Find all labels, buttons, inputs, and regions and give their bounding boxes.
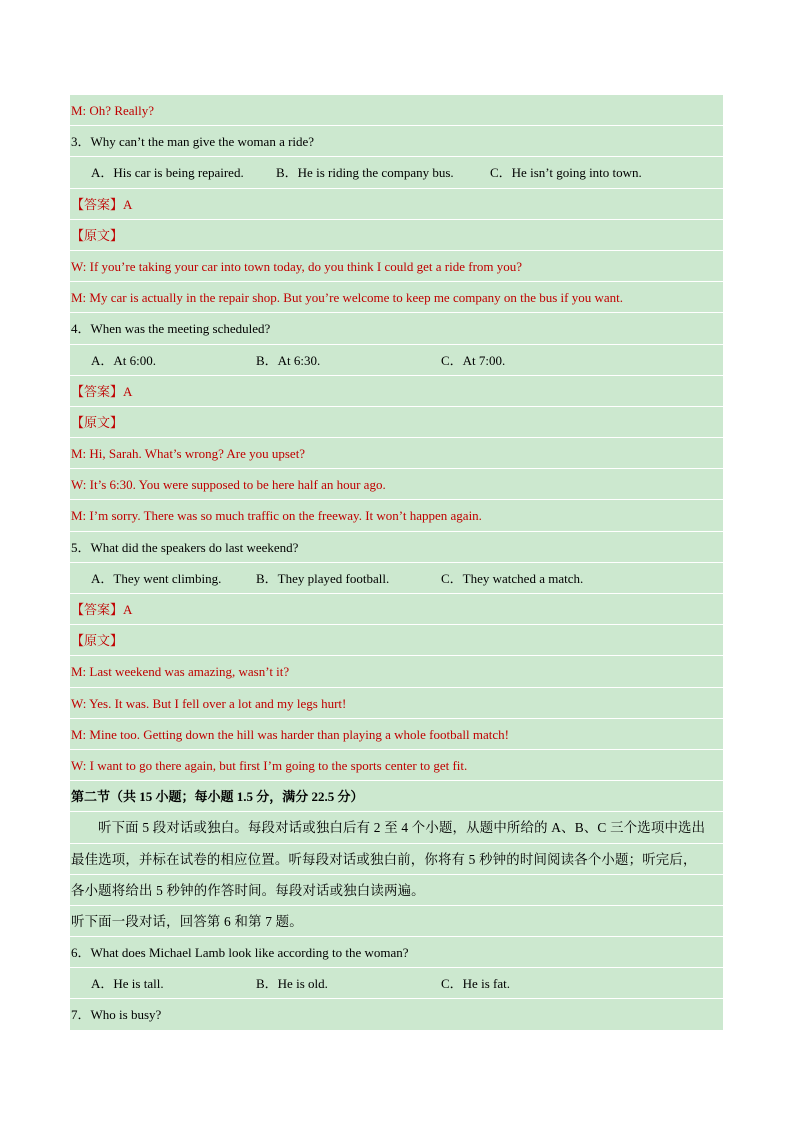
answer-value: A bbox=[123, 383, 133, 399]
answer-4 bbox=[70, 376, 723, 407]
answer-label: 【答案】 bbox=[71, 602, 124, 617]
option-b: B．At 6:30. bbox=[256, 352, 321, 368]
transcript-line: W: I want to go there again, but first I’m going to the sports center to get fit. bbox=[70, 750, 723, 781]
options-6 bbox=[70, 968, 723, 999]
options-4 bbox=[70, 345, 723, 376]
option-b: B．He is riding the company bus. bbox=[276, 165, 454, 181]
original-label: 【原文】 bbox=[70, 407, 723, 438]
transcript-line: M: I’m sorry. There was so much traffic on the freeway. It won’t happen again. bbox=[70, 500, 723, 531]
answer-label: 【答案】 bbox=[71, 383, 124, 399]
question-3: 3．Why can’t the man give the woman a ride? bbox=[70, 126, 723, 157]
transcript-line: W: If you’re taking your car into town today, do you think I could get a ride from you? bbox=[70, 251, 723, 282]
transcript-line: W: It’s 6:30. You were supposed to be here half an hour ago. bbox=[70, 469, 723, 500]
answer-label: 【答案】 bbox=[71, 196, 124, 212]
transcript-line: W: Yes. It was. But I fell over a lot and my legs hurt! bbox=[70, 688, 723, 719]
document-page bbox=[70, 95, 723, 1031]
instruction-line: 各小题将给出 5 秒钟的作答时间。每段对话或独白读两遍。 bbox=[70, 875, 723, 906]
option-c: C．They watched a match. bbox=[441, 570, 584, 586]
answer-value: A bbox=[123, 602, 133, 617]
option-b: B．They played football. bbox=[256, 570, 390, 586]
section-heading: 第二节（共 15 小题；每小题 1.5 分，满分 22.5 分） bbox=[70, 781, 723, 812]
original-label: 【原文】 bbox=[70, 220, 723, 251]
option-a: A．He is tall. bbox=[91, 976, 164, 992]
question-4: 4．When was the meeting scheduled? bbox=[70, 313, 723, 344]
option-c: C．He is fat. bbox=[441, 976, 510, 992]
option-b: B．He is old. bbox=[256, 976, 328, 992]
instruction-line: 听下面 5 段对话或独白。每段对话或独白后有 2 至 4 个小题，从题中所给的 A、B、C 三个选项中选出 bbox=[70, 812, 723, 843]
instruction-line: 听下面一段对话，回答第 6 和第 7 题。 bbox=[70, 906, 723, 937]
question-6: 6．What does Michael Lamb look like according to the woman? bbox=[70, 937, 723, 968]
transcript-line: M: Hi, Sarah. What’s wrong? Are you upset? bbox=[70, 438, 723, 469]
options-3 bbox=[70, 157, 723, 188]
question-5: 5．What did the speakers do last weekend? bbox=[70, 532, 723, 563]
answer-value: A bbox=[123, 196, 133, 212]
answer-5 bbox=[70, 594, 723, 625]
option-c: C．He isn’t going into town. bbox=[490, 165, 642, 181]
instruction-line: 最佳选项，并标在试卷的相应位置。听每段对话或独白前，你将有 5 秒钟的时间阅读各个小题；听完后， bbox=[70, 844, 723, 875]
transcript-line: M: My car is actually in the repair shop. But you’re welcome to keep me company on the bus if you want. bbox=[70, 282, 723, 313]
transcript-line: M: Last weekend was amazing, wasn’t it? bbox=[70, 656, 723, 687]
option-a: A．At 6:00. bbox=[91, 352, 157, 368]
original-label: 【原文】 bbox=[70, 625, 723, 656]
option-a: A．They went climbing. bbox=[91, 570, 222, 586]
options-5 bbox=[70, 563, 723, 594]
transcript-line: M: Mine too. Getting down the hill was harder than playing a whole football match! bbox=[70, 719, 723, 750]
transcript-line: M: Oh? Really? bbox=[70, 95, 723, 126]
option-c: C．At 7:00. bbox=[441, 352, 506, 368]
question-7: 7．Who is busy? bbox=[70, 999, 723, 1030]
answer-3 bbox=[70, 189, 723, 220]
option-a: A．His car is being repaired. bbox=[91, 165, 244, 181]
